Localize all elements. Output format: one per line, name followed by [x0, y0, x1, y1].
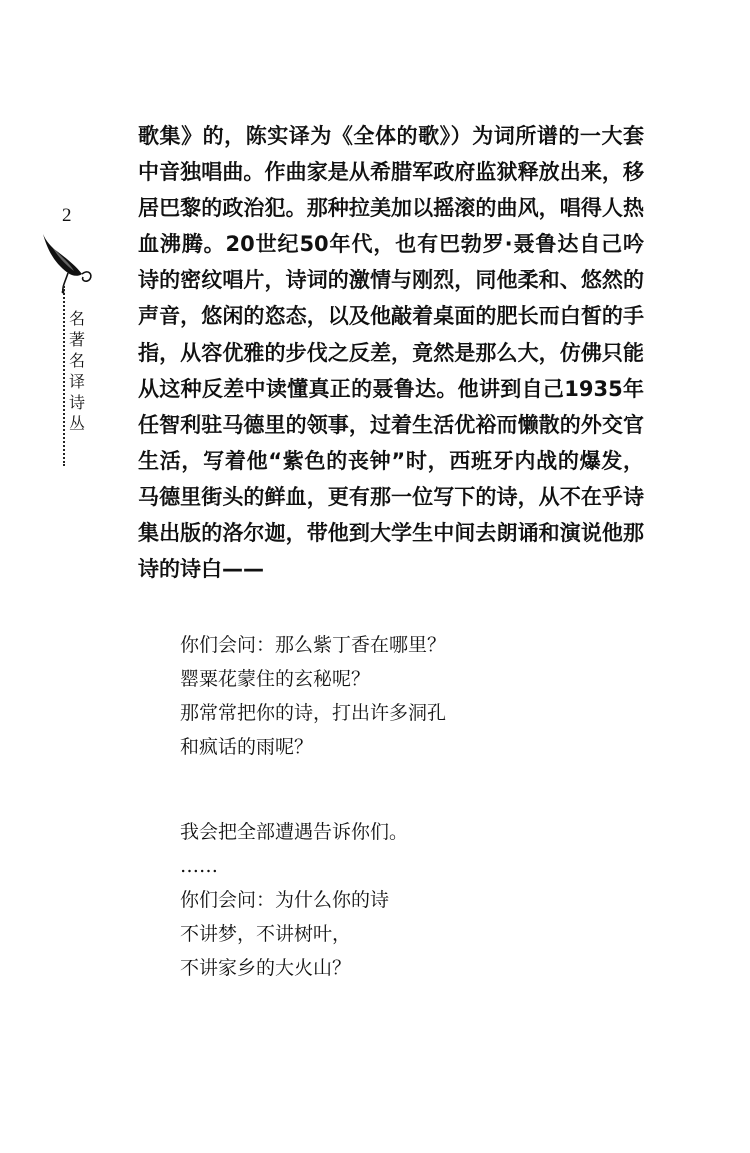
poem-line: 我会把全部遭遇告诉你们。 — [180, 821, 409, 843]
vertical-dotted-rule — [63, 286, 65, 466]
poem-stanza-2 — [180, 815, 600, 883]
feather-leaf-icon — [38, 232, 102, 294]
poem-line: 你们会问：为什么你的诗 — [180, 889, 390, 911]
poem-stanza-1 — [180, 628, 600, 764]
poem-line: 你们会问：那么紫丁香在哪里？ — [180, 634, 447, 656]
poem-ellipsis: …… — [180, 855, 218, 877]
poem-line: 不讲梦，不讲树叶， — [180, 923, 352, 945]
poem-stanza-3 — [180, 883, 600, 985]
poem-line: 罂粟花蒙住的玄秘呢？ — [180, 668, 371, 690]
poem-line: 和疯话的雨呢？ — [180, 736, 314, 758]
page-number: 2 — [62, 205, 72, 226]
poem-line: 那常常把你的诗，打出许多洞孔 — [180, 702, 447, 724]
series-title: 名著名译诗丛 — [68, 309, 85, 433]
poem-line: 不讲家乡的大火山？ — [180, 957, 352, 979]
prose-paragraph: 歌集》的，陈实译为《全体的歌》）为词所谱的一大套中音独唱曲。作曲家是从希腊军政府监狱释放出来，移居巴黎的政治犯。那种拉美加以摇滚的曲风，唱得人热血沸腾。20世纪50年代，也有巴勃罗·聂鲁达自己吟诗的密纹唱片，诗词的激情与刚烈，同他柔和、悠然的声音，悠闲的恣态，以及他敲着桌面的肥长而白皙的手指，从容优雅的步伐之反差，竟然是那么大，仿佛只能从这种反差中读懂真正的聂鲁达。他讲到自己1935年任智利驻马德里的领事，过着生活优裕而懒散的外交官生活，写着他“紫色的丧钟”时，西班牙内战的爆发，马德里街头的鲜血，更有那一位写下的诗，从不在乎诗集出版的洛尔迦，带他到大学生中间去朗诵和演说他那诗的诗白—— — [138, 124, 644, 582]
